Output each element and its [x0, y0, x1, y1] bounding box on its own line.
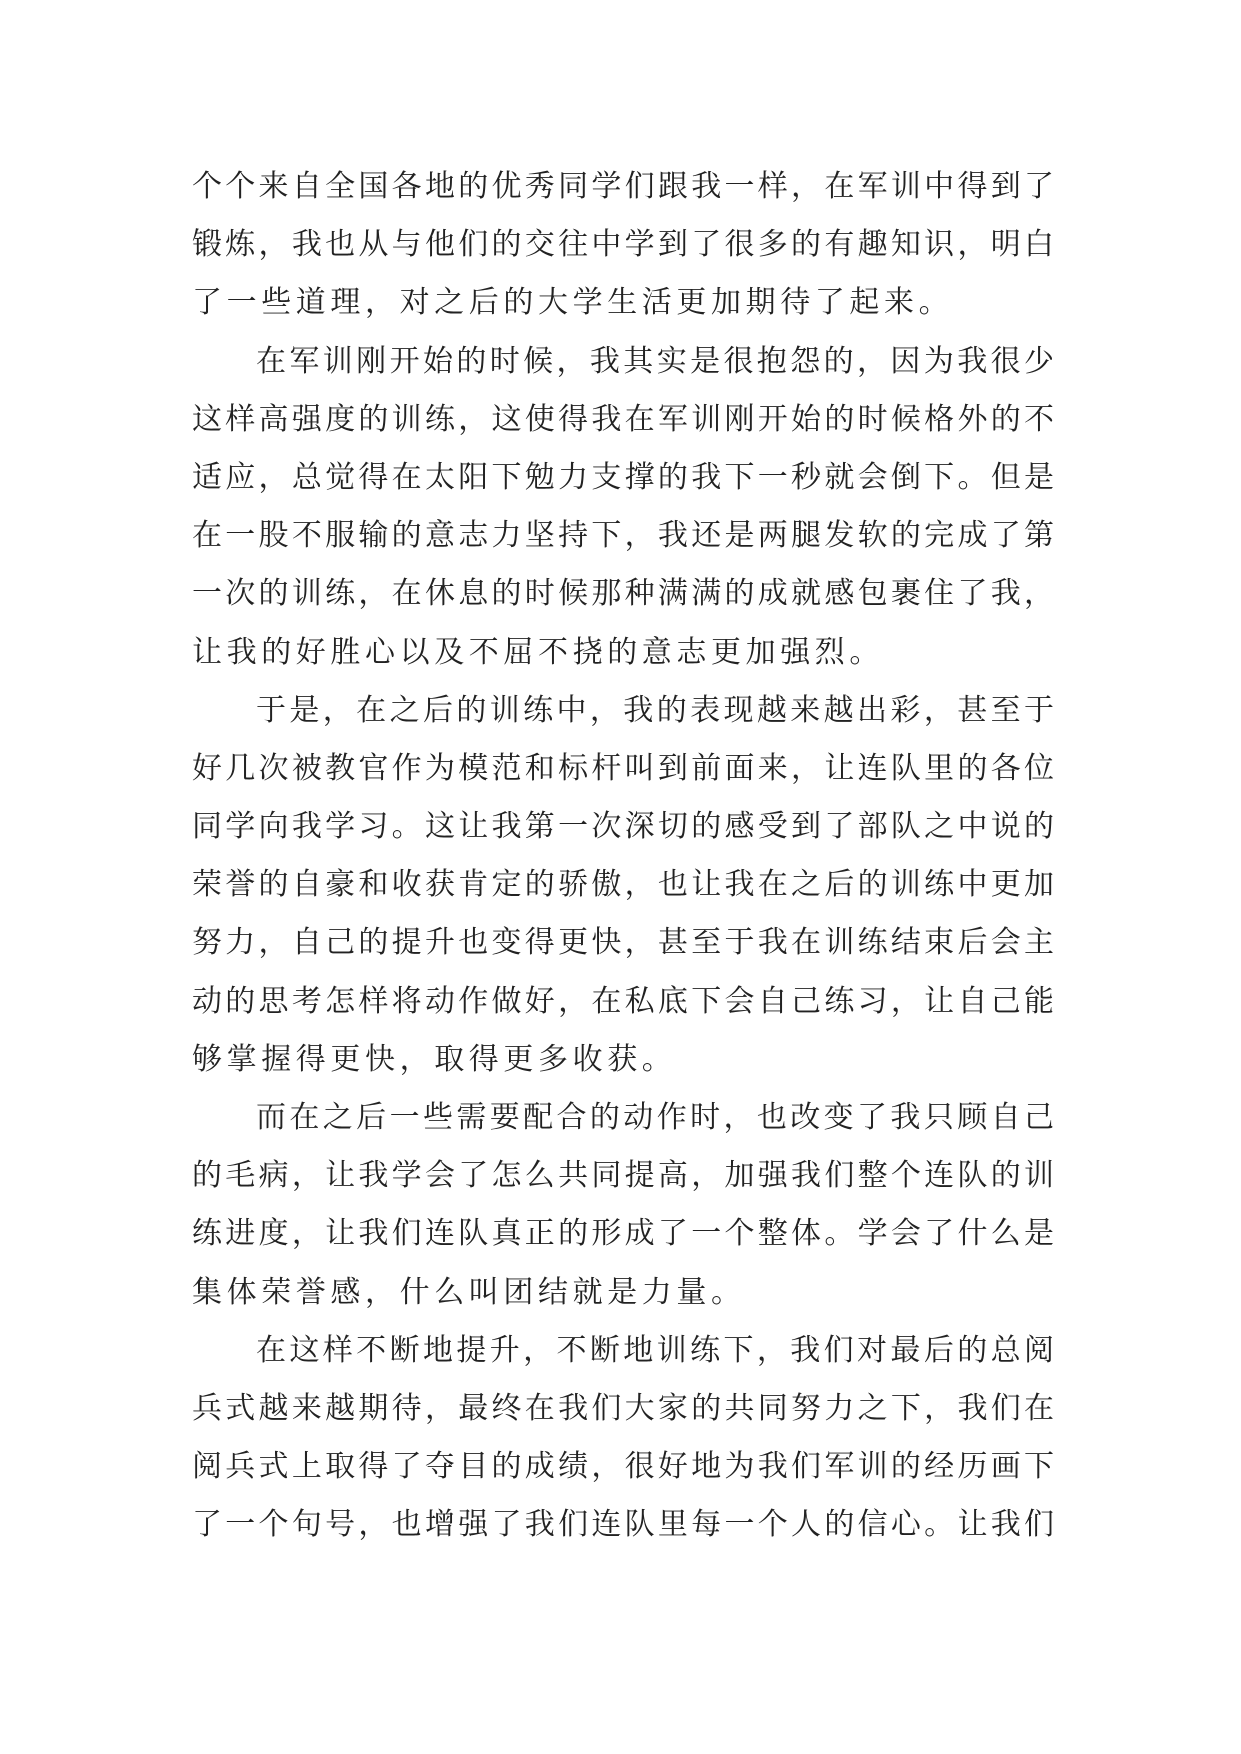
essay-body [192, 158, 1054, 1555]
paragraph [192, 682, 1054, 1089]
text-line: 在这样不断地提升，不断地训练下，我们对最后的总阅 [256, 1332, 1054, 1368]
paragraph [192, 1322, 1054, 1555]
text-line: 而在之后一些需要配合的动作时，也改变了我只顾自己 [256, 1100, 1054, 1135]
text-line: 练进度，让我们连队真正的形成了一个整体。学会了什么是 [192, 1216, 1054, 1252]
text-line: 了一些道理，对之后的大学生活更加期待了起来。 [192, 285, 954, 321]
text-line: 适应，总觉得在太阳下勉力支撑的我下一秒就会倒下。但是 [192, 459, 1054, 495]
text-line: 阅兵式上取得了夺目的成绩，很好地为我们军训的经历画下 [192, 1449, 1054, 1485]
text-line: 够掌握得更快，取得更多收获。 [192, 1041, 677, 1077]
text-line: 兵式越来越期待，最终在我们大家的共同努力之下，我们在 [192, 1390, 1054, 1426]
text-line: 在一股不服输的意志力坚持下，我还是两腿发软的完成了第 [192, 518, 1054, 554]
text-line: 动的思考怎样将动作做好，在私底下会自己练习，让自己能 [192, 983, 1054, 1019]
paragraph [192, 333, 1054, 682]
text-line: 个个来自全国各地的优秀同学们跟我一样，在军训中得到了 [192, 169, 1054, 204]
text-line: 于是，在之后的训练中，我的表现越来越出彩，甚至于 [256, 692, 1054, 728]
text-line: 在军训刚开始的时候，我其实是很抱怨的，因为我很少 [256, 343, 1054, 379]
text-line: 锻炼，我也从与他们的交往中学到了很多的有趣知识，明白 [192, 227, 1054, 263]
text-line: 同学向我学习。这让我第一次深切的感受到了部队之中说的 [192, 809, 1054, 845]
paragraph [192, 1089, 1054, 1322]
text-line: 让我的好胜心以及不屈不挠的意志更加强烈。 [192, 634, 884, 670]
text-line: 一次的训练，在休息的时候那种满满的成就感包裹住了我， [192, 576, 1054, 612]
paragraph [192, 158, 1054, 333]
text-line: 的毛病，让我学会了怎么共同提高，加强我们整个连队的训 [192, 1158, 1054, 1194]
text-line: 了一个句号，也增强了我们连队里每一个人的信心。让我们 [192, 1507, 1054, 1543]
text-line: 努力，自己的提升也变得更快，甚至于我在训练结束后会主 [192, 925, 1054, 961]
text-line: 好几次被教官作为模范和标杆叫到前面来，让连队里的各位 [192, 750, 1054, 786]
text-line: 荣誉的自豪和收获肯定的骄傲，也让我在之后的训练中更加 [192, 867, 1054, 903]
text-line: 集体荣誉感，什么叫团结就是力量。 [192, 1274, 746, 1310]
text-line: 这样高强度的训练，这使得我在军训刚开始的时候格外的不 [192, 401, 1054, 437]
